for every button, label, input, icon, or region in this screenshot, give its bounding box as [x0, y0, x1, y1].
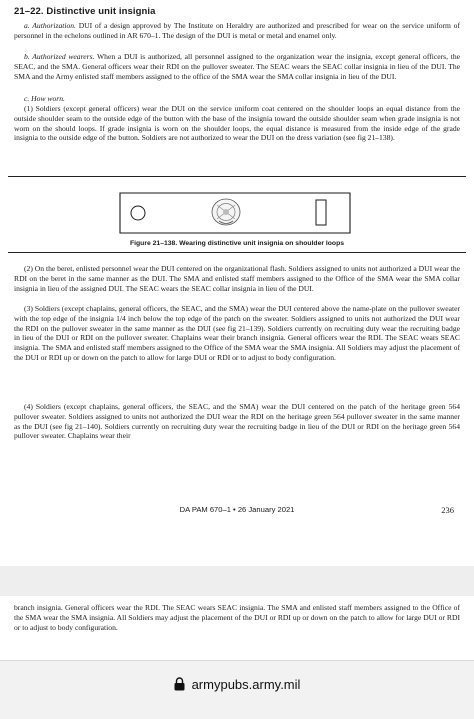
- paragraph-c-lead: c. How worn.: [24, 94, 65, 103]
- paragraph-b-text: When a DUI is authorized, all personnel assigned to the organization wear the insignia, except general officers, the SEAC, and the SMA. General officers wear their RDI on the pullover sweater. The SEAC wears the SEAC collar insignia in lieu of the DUI. The SMA and the Army enlisted staff members assigned to the office of the SMA wear the SMA collar insignia in lieu of the DUI.: [14, 52, 460, 81]
- button-icon: [131, 206, 145, 220]
- paragraph-b-lead: b. Authorized wearers.: [24, 52, 95, 61]
- shoulder-loop-illustration: [0, 190, 474, 236]
- grade-insignia-icon: [316, 200, 326, 225]
- page-break: [0, 566, 474, 596]
- figure-caption: Figure 21–138. Wearing distinctive unit insignia on shoulder loops: [129, 240, 345, 247]
- figure-top-rule: [8, 176, 466, 177]
- paragraph-c4: (4) Soldiers (except chaplains, general officers, the SEAC, and the SMA) wear the DUI centered on the patch of the heritage green 564 pullover sweater. Soldiers assigned to units not authorized the DUI wear the RDI on the heritage green 564 pullover sweater in the same manner as the DUI (see fig 21–140). Soldiers currently on recruiting duty wear the recruiting badge in lieu of the DUI or RDI on the heritage green 564 pullover sweater. Chaplains wear their: [14, 402, 460, 441]
- paragraph-continued: branch insignia. General officers wear the RDI. The SEAC wears SEAC insignia. The SMA and enlisted staff members assigned to the Office of the SMA wear the SMA insignia. All Soldiers may adjust the placement of the DUI or RDI up or down on the patch to allow for large DUI or RDI or to adjust to body configuration.: [14, 603, 460, 632]
- paragraph-c1: (1) Soldiers (except general officers) wear the DUI on the service uniform coat centered on the shoulder loops an equal distance from the outside shoulder seam to the outside edge of the button with the base of the insignia toward the outside shoulder seam when grade insignia is not worn on the should loops. If grade insignia is worn on the shoulder loops, the equal distance is measured from the inside edge of the grade insignia to the outside edge of the button. Soldiers are not authorized to wear the DUI on the dress variation (see fig 21–138).: [14, 104, 460, 143]
- paragraph-a: [14, 21, 460, 41]
- figure-bottom-rule: [8, 252, 466, 253]
- paragraph-b: [14, 52, 460, 81]
- page-number: 236: [441, 505, 454, 515]
- lock-icon: [174, 677, 185, 694]
- paragraph-c2: (2) On the beret, enlisted personnel wear the DUI centered on the organizational flash. Soldiers assigned to units not authorized a DUI wear the RDI on the beret in the same manner as the DUI. The SMA and enlisted staff members assigned to the Office of the SMA wear the SMA collar insignia in lieu of the assigned DUI. The SEAC wears the SEAC collar insignia in lieu of the DUI.: [14, 264, 460, 293]
- insignia-icon: [212, 199, 240, 225]
- paragraph-a-lead: a. Authorization.: [24, 21, 76, 30]
- paragraph-a-text: DUI of a design approved by The Institute on Heraldry are authorized and prescribed for wear on the service uniform of personnel in the echelons outlined in AR 670–1. The design of the DUI is metal or metal and enamel only.: [14, 21, 461, 40]
- section-heading: 21–22. Distinctive unit insignia: [14, 6, 156, 17]
- url-display[interactable]: [0, 677, 474, 694]
- paragraph-c3: (3) Soldiers (except chaplains, general officers, the SEAC, and the SMA) wear the DUI centered above the name-plate on the pullover sweater with the top edge of the insignia 1/4 inch below the top edge of the patch on the sweater. Soldiers assigned to units not authorized the DUI wear the RDI on the pullover sweater in the same manner as the DUI (see fig 21–139). Soldiers currently on recruiting duty wear the recruiting badge in lieu of the DUI or RDI on the pullover sweater. Chaplains wear their branch insignia. General officers wear the RDI. The SEAC wears SEAC insignia. The SMA and enlisted staff members assigned to the Office of the SMA wear the SMA insignia. All Soldiers may adjust the placement of the DUI or RDI up or down on the patch to allow for large DUI or RDI or to adjust to body configuration.: [14, 304, 460, 362]
- browser-address-bar[interactable]: [0, 660, 474, 719]
- footer-publication: DA PAM 670–1 • 26 January 2021: [179, 505, 295, 514]
- url-text: armypubs.army.mil: [191, 677, 301, 692]
